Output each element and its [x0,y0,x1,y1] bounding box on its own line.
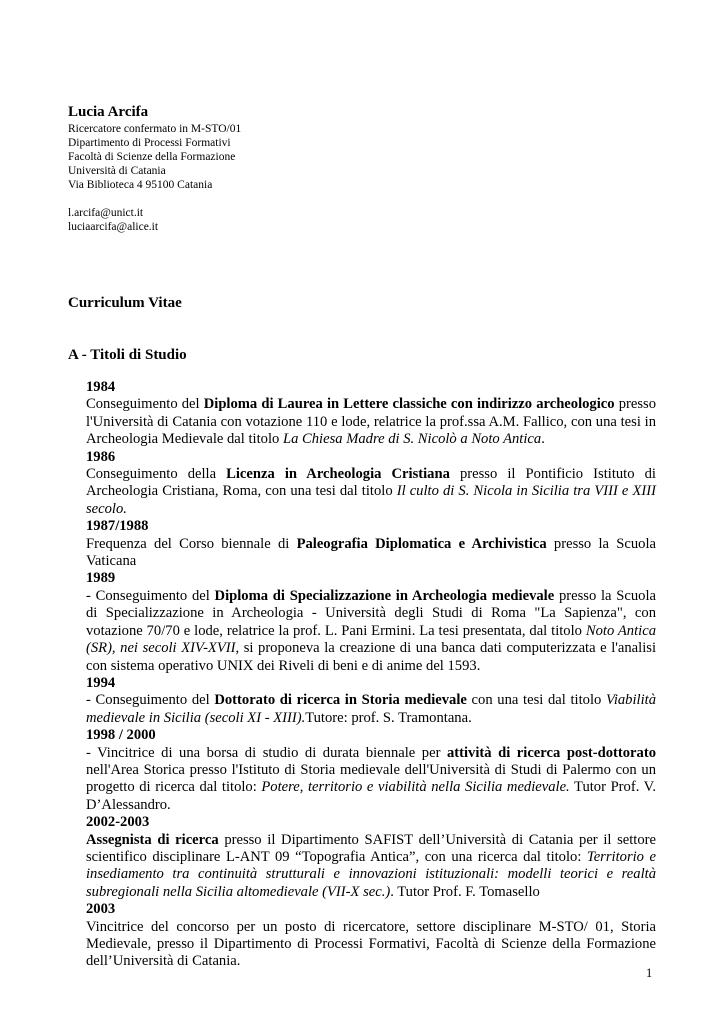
entry-year: 1994 [86,674,116,691]
entry-text: - Conseguimento del Dottorato di ricerca in Storia medievale con una tesi dal titolo Viabilità medievale in Sicilia (secoli XI - XIII).Tutore: prof. S. Tramontana. [86,692,656,726]
entry-text: - Conseguimento del Diploma di Specializzazione in Archeologia medievale presso la Scuola di Specializzazione in Archeologia - Università degli Studi di Roma "La Sapienza", con votazione 70/70 e lode, relatrice la prof. L. Pani Ermini. La tesi presentata, dal titolo Noto Antica (SR), nei secoli XIV-XVII, si proponeva la creazione di una banca dati computerizzata e l'analisi con sistema operativo UNIX dei Riveli di beni e di anime del 1593. [86,587,656,674]
education-entry [86,727,656,814]
education-list [86,379,656,971]
education-entry [86,675,656,727]
entry-text: Frequenza del Corso biennale di Paleografia Diplomatica e Archivistica presso la Scuola Vaticana [86,535,656,570]
page-number: 1 [646,966,653,980]
document-title: Curriculum Vitae [68,295,182,311]
education-entry [86,901,656,971]
entry-year: 1986 [86,448,116,465]
entry-text: Vincitrice del concorso per un posto di ricercatore, settore disciplinare M-STO/ 01, Storia Medievale, presso il Dipartimento di Processi Formativi, Facoltà di Scienze della Formazione dell’Università di Catania. [86,918,656,970]
entry-text: Assegnista di ricerca presso il Dipartimento SAFIST dell’Università di Catania per il settore scientifico disciplinare L-ANT 09 “Topografia Antica”, con una ricerca dal titolo: Territorio e insediamento tra continuità strutturali e innovazioni istituzionali: modelli teorici e realtà subregionali nella Sicilia altomedievale (VII-X sec.). Tutor Prof. F. Tomasello [86,831,656,900]
author-position: Ricercatore confermato in M-STO/01 [68,123,242,135]
education-entry [86,379,656,449]
entry-text: Conseguimento del Diploma di Laurea in Lettere classiche con indirizzo archeologico presso l'Università di Catania con votazione 110 e lode, relatrice la prof.ssa A.M. Fallico, con una tesi in Archeologia Medievale dal titolo La Chiesa Madre di S. Nicolò a Noto Antica. [86,396,656,448]
entry-text: Conseguimento della Licenza in Archeologia Cristiana presso il Pontificio Istituto di Archeologia Cristiana, Roma, con una tesi dal titolo Il culto di S. Nicola in Sicilia tra VIII e XIII secolo. [86,466,656,517]
education-entry [86,570,656,674]
entry-year: 1984 [86,379,116,395]
entry-year: 2002-2003 [86,814,150,831]
education-entry [86,518,656,570]
entry-year: 1987/1988 [86,518,149,535]
author-email: luciaarcifa@alice.it [68,221,159,233]
author-address: Via Biblioteca 4 95100 Catania [68,179,213,191]
section-title: A - Titoli di Studio [68,347,187,363]
author-header [68,103,628,234]
author-department: Dipartimento di Processi Formativi [68,137,231,149]
author-university: Università di Catania [68,165,166,177]
entry-year: 1998 / 2000 [86,727,156,744]
author-faculty: Facoltà di Scienze della Formazione [68,151,236,163]
entry-year: 2003 [86,901,116,918]
author-email: l.arcifa@unict.it [68,207,144,219]
author-name: Lucia Arcifa [68,104,149,120]
education-entry [86,449,656,519]
entry-year: 1989 [86,570,116,587]
education-entry [86,814,656,901]
entry-text: - Vincitrice di una borsa di studio di durata biennale per attività di ricerca post-dottorato nell'Area Storica presso l'Istituto di Storia medievale dell'Università di Studi di Palermo con un progetto di ricerca dal titolo: Potere, territorio e viabilità nella Sicilia medievale. Tutor Prof. V. D’Alessandro. [86,744,656,813]
